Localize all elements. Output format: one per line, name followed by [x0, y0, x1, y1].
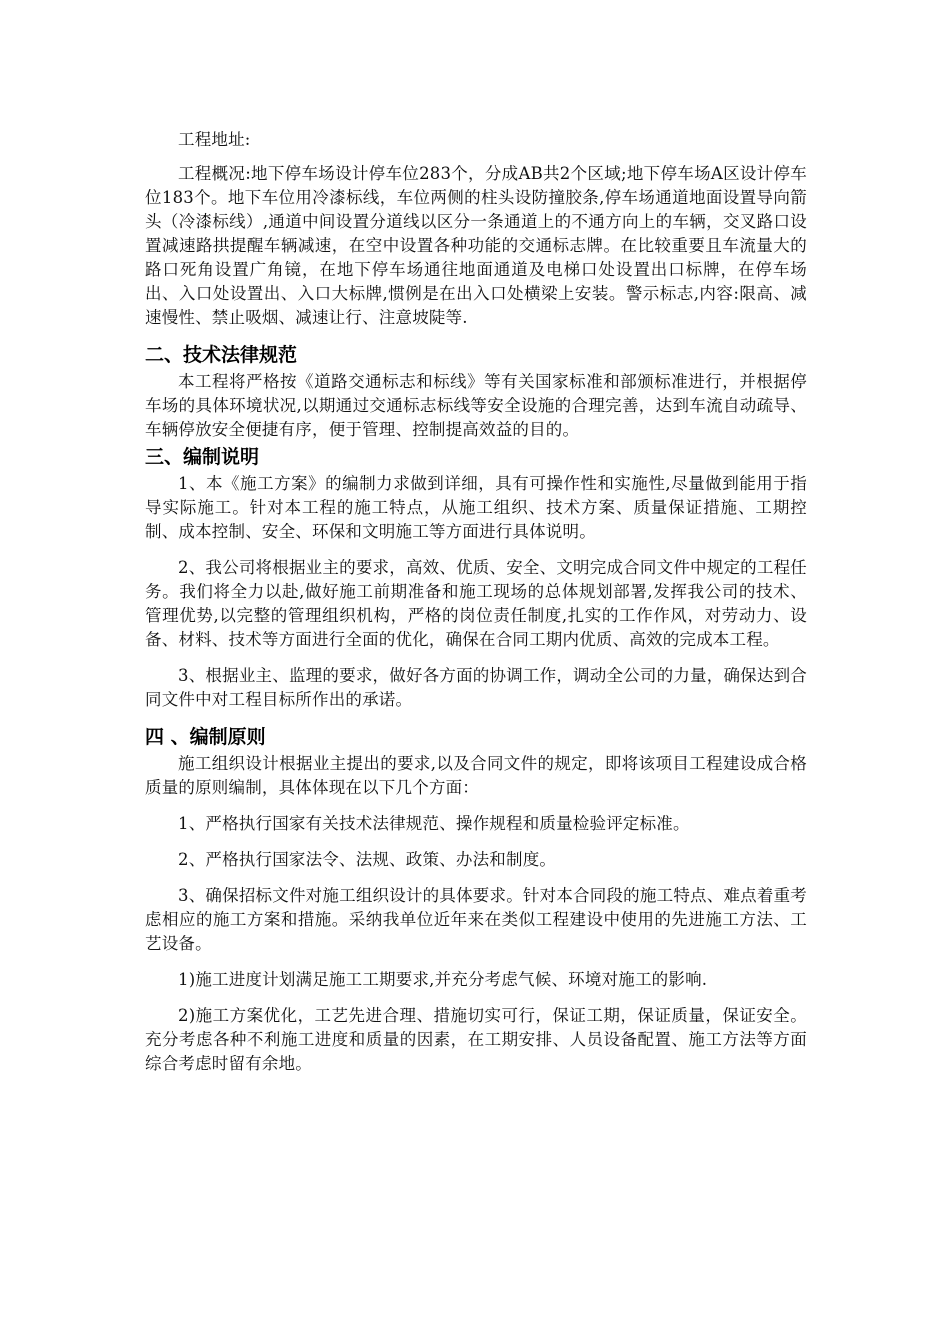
section4-paragraph-1: 1、严格执行国家有关技术法律规范、操作规程和质量检验评定标准。: [178, 814, 690, 833]
section-heading-legal-norms: 二、技术法律规范: [145, 344, 298, 366]
section2-paragraph: 本工程将严格按《道路交通标志和标线》等有关国家标准和部颁标准进行，并根据停车场的具体环境状况,以期通过交通标志标线等安全设施的合理完善，达到车流自动疏导、车辆停放安全便捷有序，便于管理、控制提高效益的目的。: [145, 372, 807, 439]
document-page: [145, 128, 807, 1076]
section-heading-compilation-notes: 三、编制说明: [145, 446, 260, 468]
project-address: 工程地址:: [178, 130, 251, 149]
section4-paragraph-3: 3、确保招标文件对施工组织设计的具体要求。针对本合同段的施工特点、难点着重考虑相应的施工方案和措施。采纳我单位近年来在类似工程建设中使用的先进施工方法、工艺设备。: [145, 886, 807, 953]
section4-item-a: 1)施工进度计划满足施工工期要求,并充分考虑气候、环境对施工的影响.: [178, 970, 708, 989]
section-heading-compilation-principles: 四 、编制原则: [145, 726, 266, 748]
section3-paragraph-3: 3、根据业主、监理的要求，做好各方面的协调工作，调动全公司的力量，确保达到合同文件中对工程目标所作出的承诺。: [145, 666, 807, 709]
section3-paragraph-2: 2、我公司将根据业主的要求，高效、优质、安全、文明完成合同文件中规定的工程任务。我们将全力以赴,做好施工前期准备和施工现场的总体规划部署,发挥我公司的技术、管理优势,以完整的管理组织机构，严格的岗位责任制度,扎实的工作作风，对劳动力、设备、材料、技术等方面进行全面的优化，确保在合同工期内优质、高效的完成本工程。: [145, 558, 807, 649]
section4-item-b: 2)施工方案优化，工艺先进合理、措施切实可行，保证工期，保证质量，保证安全。充分考虑各种不利施工进度和质量的因素，在工期安排、人员设备配置、施工方法等方面综合考虑时留有余地。: [145, 1006, 807, 1073]
section4-paragraph-2: 2、严格执行国家法令、法规、政策、办法和制度。: [178, 850, 557, 869]
section3-paragraph-1: 1、本《施工方案》的编制力求做到详细，具有可操作性和实施性,尽量做到能用于指导实际施工。针对本工程的施工特点，从施工组织、技术方案、质量保证措施、工期控制、成本控制、安全、环保和文明施工等方面进行具体说明。: [145, 474, 807, 541]
project-overview: 工程概况:地下停车场设计停车位283个，分成AB共2个区域;地下停车场A区设计停车位183个。地下车位用冷漆标线，车位两侧的柱头设防撞胶条,停车场通道地面设置导向箭头（冷漆标线）,通道中间设置分道线以区分一条通道上的不通方向上的车辆，交叉路口设置减速路拱提醒车辆减速，在空中设置各种功能的交通标志牌。在比较重要且车流量大的路口死角设置广角镜，在地下停车场通往地面通道及电梯口处设置出口标牌，在停车场出、入口处设置出、入口大标牌,惯例是在出入口处横梁上安装。警示标志,内容:限高、减速慢性、禁止吸烟、减速让行、注意坡陡等.: [145, 164, 807, 327]
section4-paragraph-intro: 施工组织设计根据业主提出的要求,以及合同文件的规定，即将该项目工程建设成合格质量的原则编制，具体体现在以下几个方面：: [145, 754, 807, 797]
